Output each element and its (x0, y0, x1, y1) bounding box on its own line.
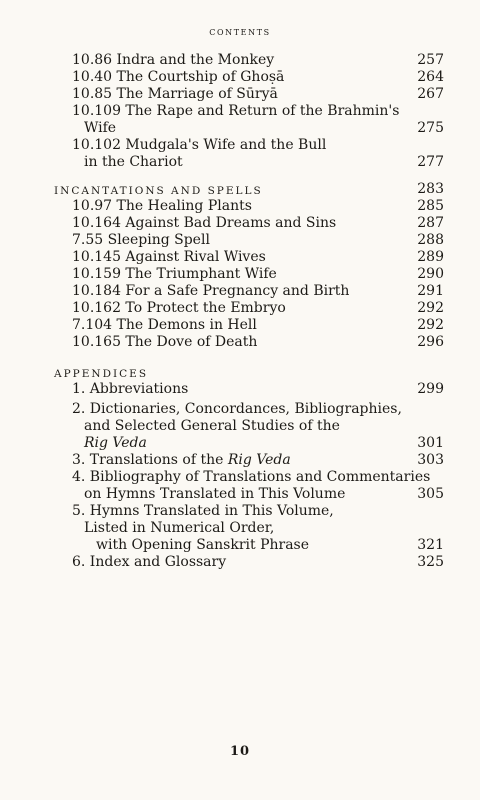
entry-title: 10.97 The Healing Plants (72, 198, 252, 214)
entry-page: 292 (417, 300, 444, 316)
entry-title: 2. Dictionaries, Concordances, Bibliographies, (72, 401, 402, 417)
page-number: 10 (229, 744, 251, 759)
entry-page: 275 (417, 120, 444, 136)
entry-page: 257 (417, 52, 444, 68)
entry-title: 10.109 The Rape and Return of the Brahmin's (72, 103, 400, 119)
entry-title-prefix: 3. Translations of the (72, 452, 228, 468)
entry-title: 10.40 The Courtship of Ghoṣā (72, 69, 285, 85)
entry-title: 4. Bibliography of Translations and Commentaries (72, 469, 431, 485)
entry-page: 305 (417, 486, 444, 502)
entry-page: 301 (417, 435, 444, 451)
entry-title: 10.164 Against Bad Dreams and Sins (72, 215, 337, 231)
section-page: 283 (417, 181, 444, 197)
entry-title (72, 452, 291, 469)
entry-title: 10.102 Mudgala's Wife and the Bull (72, 137, 327, 153)
section-title: INCANTATIONS AND SPELLS (54, 185, 263, 197)
entry-page: 287 (417, 215, 444, 231)
section-title: APPENDICES (54, 368, 149, 380)
entry-title: 10.162 To Protect the Embryo (72, 300, 286, 316)
entry-title: 6. Index and Glossary (72, 554, 227, 570)
entry-title: and Selected General Studies of the (84, 418, 340, 434)
entry-page: 292 (417, 317, 444, 333)
entry-title: 5. Hymns Translated in This Volume, (72, 503, 334, 519)
entry-page: 264 (417, 69, 444, 85)
entry-page: 277 (417, 154, 444, 170)
entry-title: 1. Abbreviations (72, 381, 189, 397)
entry-page: 296 (417, 334, 444, 350)
entry-page: 289 (417, 249, 444, 265)
entry-title: in the Chariot (84, 154, 183, 170)
entry-page: 325 (417, 554, 444, 570)
entry-title: 10.86 Indra and the Monkey (72, 52, 275, 68)
entry-page: 303 (417, 452, 444, 468)
entry-title-italic: Rig Veda (227, 452, 291, 468)
entry-title: 7.104 The Demons in Hell (72, 317, 257, 333)
entry-title: 7.55 Sleeping Spell (72, 232, 210, 248)
entry-page: 285 (417, 198, 444, 214)
entry-title: Listed in Numerical Order, (84, 520, 275, 536)
entry-page: 288 (417, 232, 444, 248)
entry-page: 299 (417, 381, 444, 397)
entry-page: 267 (417, 86, 444, 102)
running-head: contents (209, 24, 271, 38)
entry-page: 290 (417, 266, 444, 282)
entry-title: on Hymns Translated in This Volume (84, 486, 346, 502)
entry-title: 10.184 For a Safe Pregnancy and Birth (72, 283, 350, 299)
entry-title: 10.85 The Marriage of Sūryā (72, 86, 278, 102)
entry-page: 321 (417, 537, 444, 553)
entry-title: 10.145 Against Rival Wives (72, 249, 266, 265)
entry-page: 291 (417, 283, 444, 299)
entry-title: 10.159 The Triumphant Wife (72, 266, 277, 282)
entry-title: with Opening Sanskrit Phrase (96, 537, 310, 553)
entry-title: Wife (84, 120, 117, 136)
entry-title: Rig Veda (84, 435, 147, 451)
entry-title: 10.165 The Dove of Death (72, 334, 258, 350)
